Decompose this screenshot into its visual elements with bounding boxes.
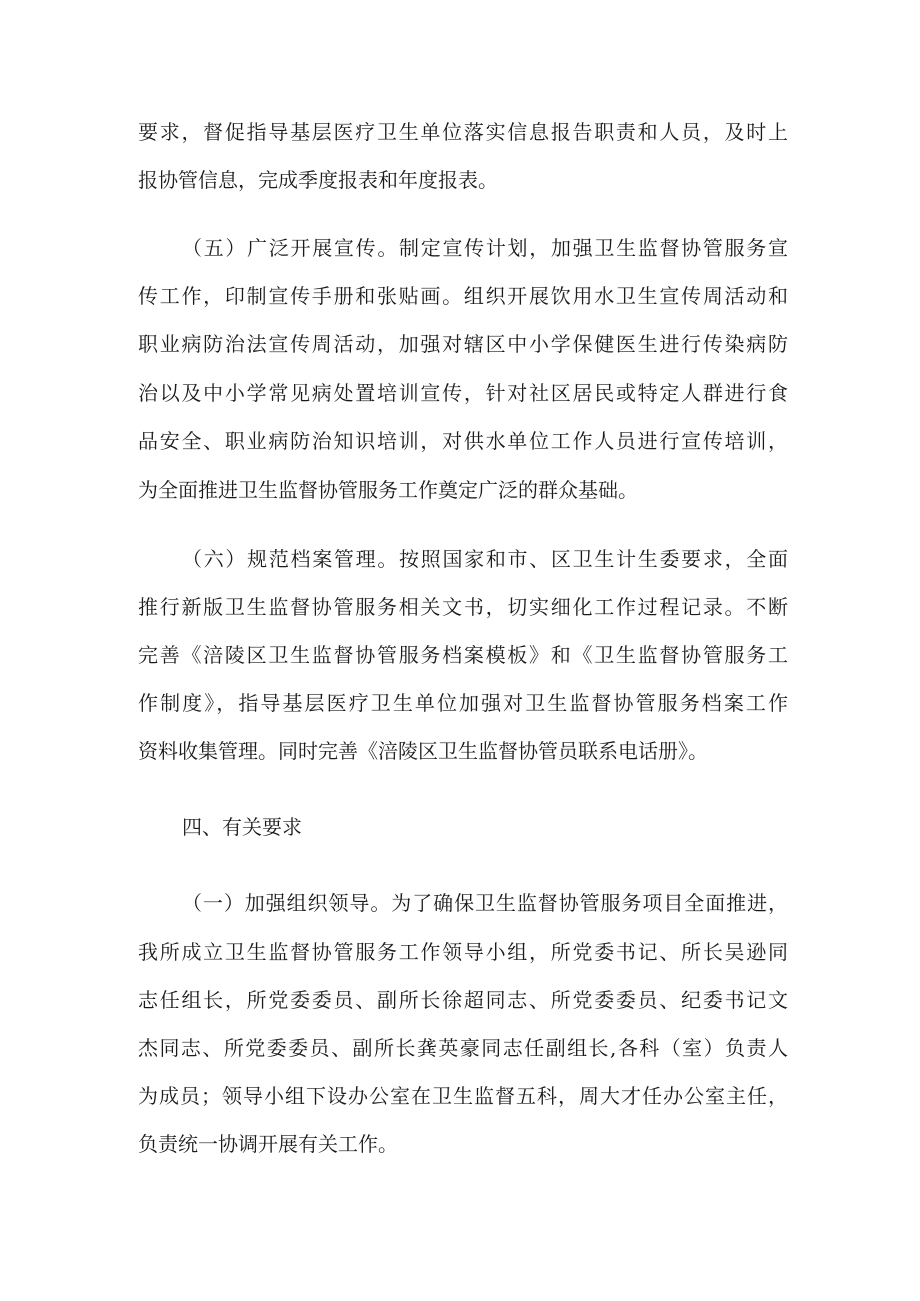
paragraph-line: 志任组长，所党委委员、副所长徐超同志、所党委委员、纪委书记文 bbox=[138, 988, 788, 1012]
paragraph-line: 传工作，印制宣传手册和张贴画。组织开展饮用水卫生宣传周活动和 bbox=[138, 284, 788, 308]
paragraph-line: 要求，督促指导基层医疗卫生单位落实信息报告职责和人员，及时上 bbox=[138, 120, 788, 144]
paragraph-line: 推行新版卫生监督协管服务相关文书，切实细化工作过程记录。不断 bbox=[138, 595, 788, 619]
paragraph-line: 我所成立卫生监督协管服务工作领导小组，所党委书记、所长吴逊同 bbox=[138, 940, 788, 964]
paragraph-line: 杰同志、所党委委员、副所长龚英豪同志任副组长,各科（室）负责人 bbox=[138, 1036, 788, 1060]
paragraph-line: 职业病防治法宣传周活动，加强对辖区中小学保健医生进行传染病防 bbox=[138, 332, 788, 356]
section-heading: 四、有关要求 bbox=[182, 815, 302, 839]
section-6-first-line: （六）规范档案管理。按照国家和市、区卫生计生委要求，全面 bbox=[182, 547, 788, 571]
paragraph-line: 报协管信息，完成季度报表和年度报表。 bbox=[138, 168, 498, 192]
paragraph-line: 品安全、职业病防治知识培训，对供水单位工作人员进行宣传培训， bbox=[138, 429, 788, 453]
paragraph-line: 作制度》，指导基层医疗卫生单位加强对卫生监督协管服务档案工作 bbox=[138, 691, 788, 715]
paragraph-line: 为全面推进卫生监督协管服务工作奠定广泛的群众基础。 bbox=[138, 478, 638, 502]
paragraph-line: 资料收集管理。同时完善《涪陵区卫生监督协管员联系电话册》。 bbox=[138, 739, 708, 763]
paragraph-line: 负责统一协调开展有关工作。 bbox=[138, 1132, 398, 1156]
section-4-1-first-line: （一）加强组织领导。为了确保卫生监督协管服务项目全面推进， bbox=[182, 891, 788, 915]
section-5-first-line: （五）广泛开展宣传。制定宣传计划，加强卫生监督协管服务宣 bbox=[182, 236, 788, 260]
paragraph-line: 完善《涪陵区卫生监督协管服务档案模板》和《卫生监督协管服务工 bbox=[138, 643, 788, 667]
paragraph-line: 为成员；领导小组下设办公室在卫生监督五科，周大才任办公室主任， bbox=[138, 1084, 788, 1108]
paragraph-line: 治以及中小学常见病处置培训宣传，针对社区居民或特定人群进行食 bbox=[138, 381, 788, 405]
